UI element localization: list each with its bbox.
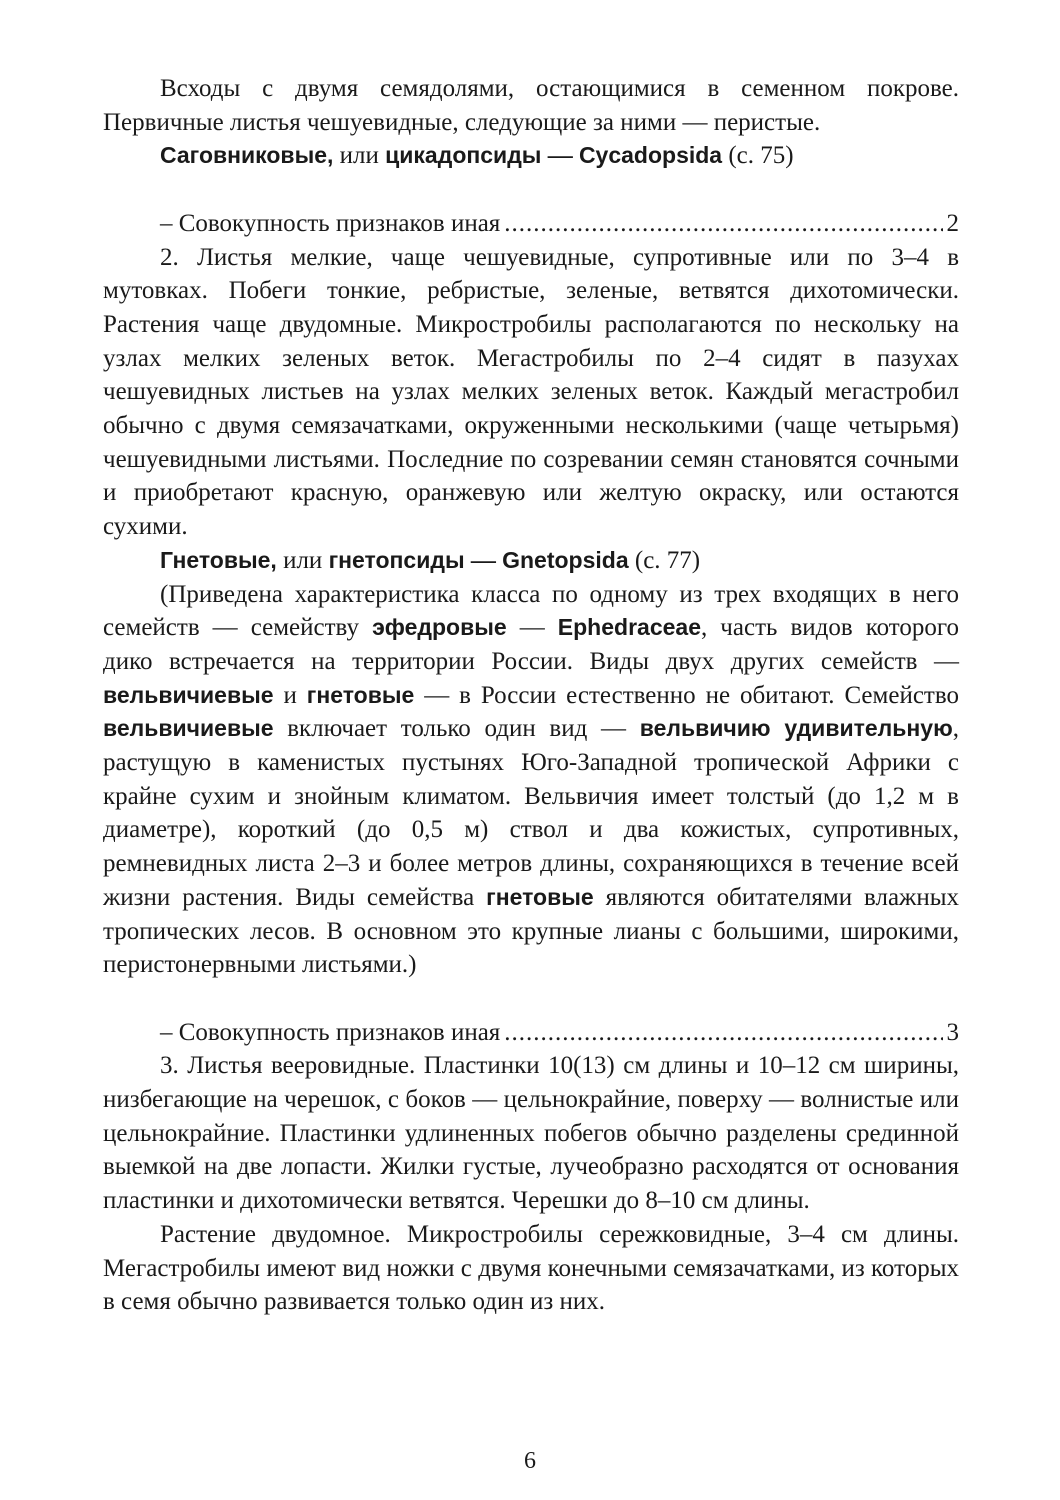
key-leader-line-2: – Совокупность признаков иная ..... 3: [103, 1016, 959, 1050]
page-number: 6: [524, 1448, 536, 1474]
paragraph-plant-dioecious: Растение двудомное. Микростробилы сережковидные, 3–4 см длины. Мегастробилы имеют вид ножки с двумя конечными семязачатками, из которых в семя обычно развивается только один из них.: [103, 1220, 959, 1316]
taxon-name-ru: Саговниковые,: [160, 142, 334, 169]
taxon-latin: Cycadopsida: [578, 142, 723, 169]
taxon-name-ru: Гнетовые,: [160, 546, 277, 573]
heading-cycadopsida: Саговниковые, или цикадопсиды — Cycadopsida (с. 75): [160, 142, 794, 170]
taxon-latin: Gnetopsida: [502, 546, 629, 573]
taxon-name-alt: гнетопсиды: [328, 546, 465, 573]
key-leader-line-1: – Совокупность признаков иная ..... 2: [103, 207, 959, 241]
heading-gnetopsida: Гнетовые, или гнетопсиды — Gnetopsida (с. 77): [160, 546, 701, 574]
blank-line: [103, 982, 959, 1016]
dot-leader: [504, 1016, 942, 1050]
paragraph-step-3: 3. Листья вееровидные. Пластинки 10(13) см длины и 10–12 см ширины, низбегающие на черешок, с боков — цельнокрайние, поверху — волнистые или цельнокрайние. Пластинки удлиненных побегов обычно разделены срединной выемкой на две лопасти. Жилки густые, лучеобразно расходятся от основания пластинки и дихотомически ветвятся. Черешки до 8–10 см длины.: [103, 1052, 959, 1215]
key-target: 3: [946, 1018, 959, 1046]
dot-leader: [504, 207, 942, 241]
page-body: [103, 72, 959, 1319]
key-target: 2: [946, 209, 959, 237]
page-reference: (с. 75): [722, 142, 794, 170]
paragraph-step-2: 2. Листья мелкие, чаще чешуевидные, супротивные или по 3–4 в мутовках. Побеги тонкие, ребристые, зеленые, ветвятся дихотомически. Растения чаще двудомные. Микростробилы располагаются по нескольку на узлах мелких зеленых веток. Мегастробилы по 2–4 сидят в пазухах чешуевидных листьев на узлах мелких зеленых веток. Каждый мегастробил обычно с двумя семязачатками, окруженными несколькими (чаще четырьмя) чешуевидными листьями. Последние по созревании семян становятся сочными и приобретают красную, оранжевую или желтую окраску, или остаются сухими.: [103, 243, 959, 541]
paragraph-seedlings: Всходы с двумя семядолями, остающимися в семенном покрове. Первичные листья чешуевидные, следующие за ними — перистые.: [103, 75, 959, 136]
paragraph-note: (Приведена характеристика класса по одному из трех входящих в него семейств — семейству эфедровые — Ephedraceae, часть видов которого дико встречается на территории России. Виды двух других семейств — вельвичиевые и гнетовые — в России естественно не обитают. Семейство вельвичиевые включает только один вид — вельвичию удивительную, растущую в каменистых пустынях Юго-Западной тропической Африки с крайне сухим и знойным климатом. Вельвичия имеет толстый (до 1,2 м в диаметре), короткий (до 0,5 м) ствол и два кожистых, супротивных, ремневидных листа 2–3 и более метров длины, сохраняющихся в течение всей жизни растения. Виды семейства гнетовые являются обитателями влажных тропических лесов. В основном это крупные лианы с большими, широкими, перистонервными листьями.): [103, 580, 960, 979]
page-reference: (с. 77): [628, 546, 701, 574]
blank-line: [103, 173, 959, 207]
taxon-name-alt: цикадопсиды: [385, 142, 542, 169]
